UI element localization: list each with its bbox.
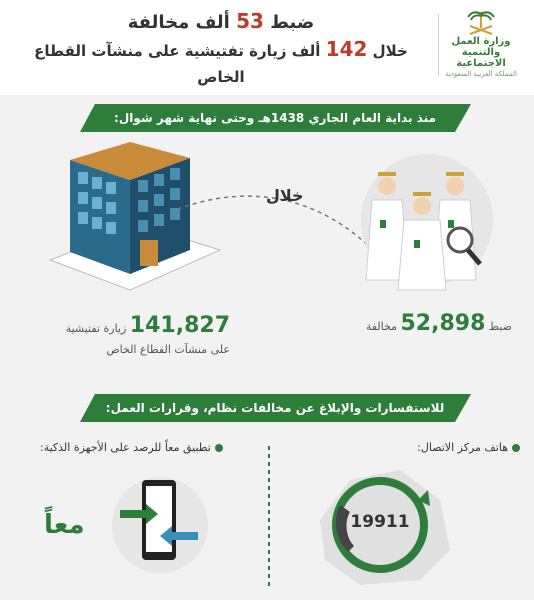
visits-row bbox=[40, 312, 230, 343]
header bbox=[0, 0, 534, 95]
violations-number: 52,898 bbox=[400, 311, 486, 336]
banner-tail-left bbox=[80, 394, 95, 422]
violations-label: مخالفة bbox=[365, 320, 397, 333]
headline-line1-prefix: ضبط bbox=[270, 12, 315, 33]
ministry-line1: وزارة العمل bbox=[451, 36, 511, 47]
call-center-number: 19911 bbox=[350, 512, 410, 532]
app-bullet bbox=[40, 441, 223, 455]
headline-line2 bbox=[10, 36, 432, 90]
headline-line2-suffix: ألف زيارة تفتيشية على منشآت القطاع الخاص bbox=[34, 42, 321, 86]
smartphone-globe-icon bbox=[100, 470, 220, 580]
visits-sublabel: على منشآت القطاع الخاص bbox=[106, 343, 230, 356]
app-label: تطبيق معاً للرصد على الأجهزة الذكية: bbox=[40, 441, 211, 454]
section2-banner: للاستفسارات والإبلاغ عن مخالفات نظام، وقرارات العمل: bbox=[95, 394, 455, 422]
banner-tail-right bbox=[455, 104, 471, 132]
visits-label: زيارة تفتيشية bbox=[65, 322, 127, 335]
kingdom-name: المملكة العربية السعودية bbox=[445, 70, 517, 78]
app-logo: معاً bbox=[44, 510, 85, 540]
headline-violations-number: 53 bbox=[236, 9, 264, 33]
inspectors-icon bbox=[352, 140, 502, 300]
banner-tail-right bbox=[455, 394, 471, 422]
header-divider bbox=[438, 14, 439, 76]
ministry-name bbox=[436, 36, 526, 69]
ministry-logo bbox=[436, 8, 526, 86]
headline bbox=[10, 8, 432, 90]
headline-visits-number: 142 bbox=[325, 37, 368, 61]
headline-line1 bbox=[10, 8, 432, 36]
visits-number: 141,827 bbox=[129, 313, 230, 338]
section-divider bbox=[268, 446, 270, 586]
ministry-line2: والتنمية الاجتماعية bbox=[456, 47, 506, 69]
violations-stat bbox=[352, 310, 512, 341]
headline-line1-suffix: ألف مخالفة bbox=[127, 12, 230, 33]
headline-line2-prefix: خلال bbox=[372, 42, 408, 60]
bullet-dot bbox=[512, 444, 520, 452]
call-center-label: هاتف مركز الاتصال: bbox=[417, 441, 508, 454]
bullet-dot bbox=[215, 444, 223, 452]
banner-tail-left bbox=[80, 104, 95, 132]
during-label: خلال bbox=[266, 186, 304, 205]
call-center-bullet bbox=[417, 441, 520, 455]
palm-swords-emblem-icon bbox=[464, 8, 498, 38]
visits-stat bbox=[40, 312, 230, 357]
section1-banner: منذ بداية العام الجاري 1438هـ وحتى نهاية شهر شوال: bbox=[95, 104, 455, 132]
violations-prefix: ضبط bbox=[488, 320, 512, 333]
